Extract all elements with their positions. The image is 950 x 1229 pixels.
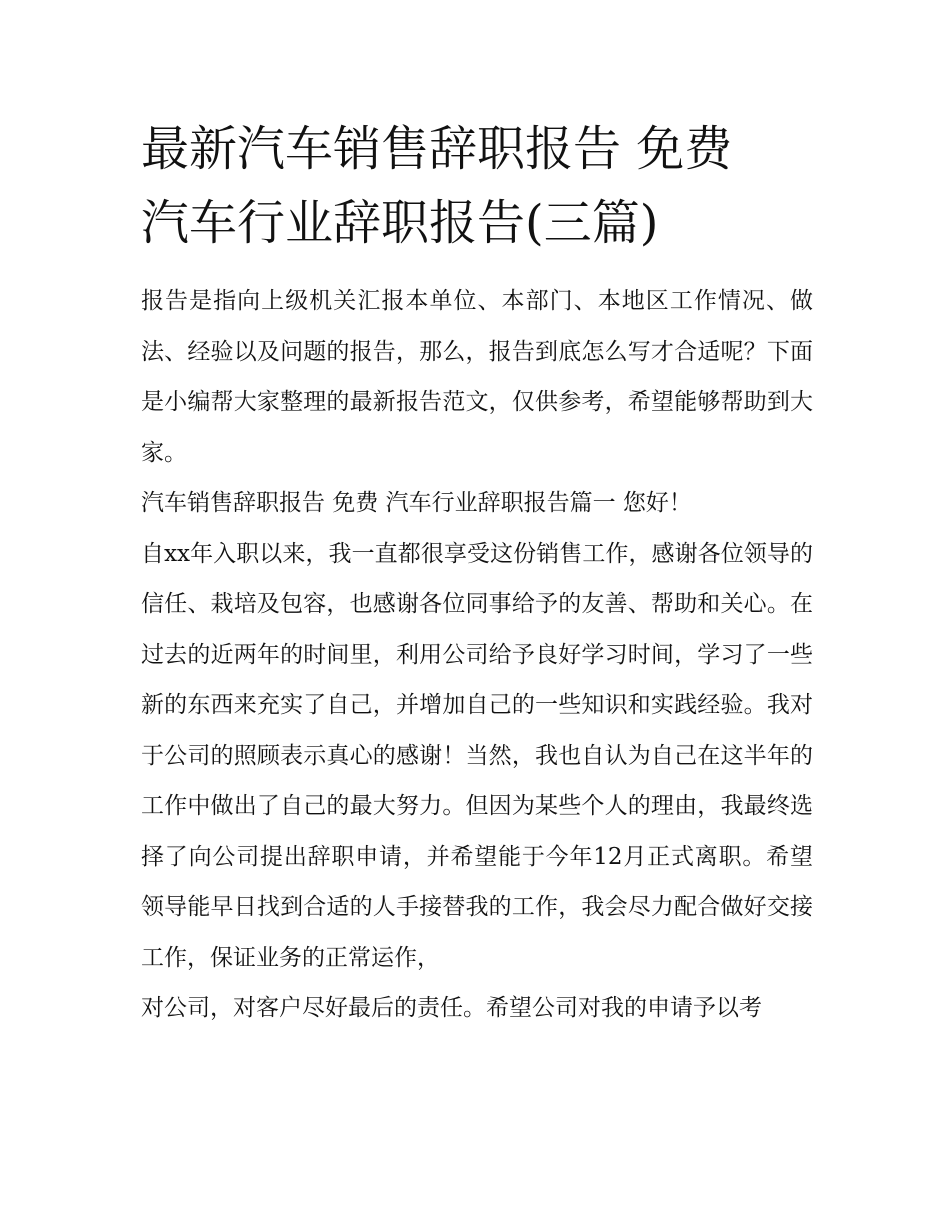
title-line-1: 最新汽车销售辞职报告 免费 xyxy=(141,121,733,177)
letter-body-paragraph: 自xx年入职以来，我一直都很享受这份销售工作，感谢各位领导的信任、栽培及包容，也感谢各位同事给予的友善、帮助和关心。在过去的近两年的时间里，利用公司给予良好学习时间，学习了一些新的东西来充实了自己，并增加自己的一些知识和实践经验。我对于公司的照顾表示真心的感谢！当然，我也自认为自己在这半年的工作中做出了自己的最大努力。但因为某些个人的理由，我最终选择了向公司提出辞职申请，并希望能于今年12月正式离职。希望领导能早日找到合适的人手接替我的工作，我会尽力配合做好交接工作，保证业务的正常运作， xyxy=(141,540,813,971)
letter-continuation-paragraph: 对公司，对客户尽好最后的责任。希望公司对我的申请予以考 xyxy=(141,995,762,1021)
section-heading-paragraph: 汽车销售辞职报告 免费 汽车行业辞职报告篇一 您好！ xyxy=(141,490,692,516)
document-body xyxy=(141,276,813,1034)
document-content xyxy=(141,118,813,1034)
intro-paragraph: 报告是指向上级机关汇报本单位、本部门、本地区工作情况、做法、经验以及问题的报告，那么，报告到底怎么写才合适呢？下面是小编帮大家整理的最新报告范文，仅供参考，希望能够帮助到大家。 xyxy=(141,288,813,466)
title-line-2: 汽车行业辞职报告(三篇) xyxy=(141,195,659,251)
document-title xyxy=(141,118,813,254)
